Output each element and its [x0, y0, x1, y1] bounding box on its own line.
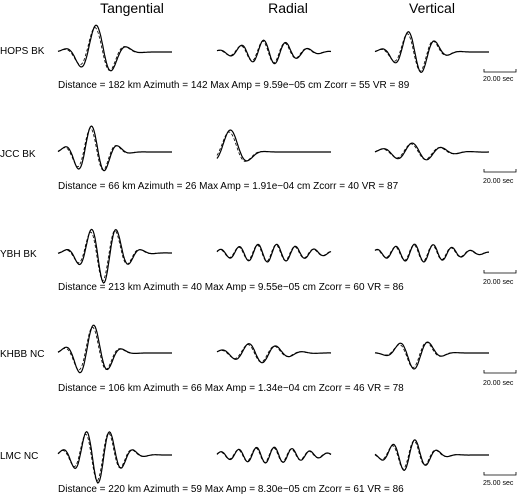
observed-trace-radial-row1 — [217, 40, 331, 63]
info-line-lmc: Distance = 220 km Azimuth = 59 Max Amp = 8.30e−05 cm Zcorr = 61 VR = 86 — [58, 484, 404, 495]
column-title-tangential: Tangential — [100, 0, 164, 16]
observed-trace-radial-row2 — [217, 130, 331, 161]
synthetic-trace-tangential-row5 — [58, 433, 172, 481]
scale-label-hops: 20.00 sec — [483, 76, 514, 83]
station-label-ybh: YBH BK — [0, 249, 37, 260]
synthetic-trace-tangential-row2 — [58, 128, 172, 170]
info-line-hops: Distance = 182 km Azimuth = 142 Max Amp = 9.59e−05 cm Zcorr = 55 VR = 89 — [58, 80, 410, 91]
scale-bar-row4 — [484, 370, 516, 373]
column-title-radial: Radial — [268, 0, 308, 16]
station-label-lmc: LMC NC — [0, 451, 39, 462]
scale-bar-row3 — [484, 270, 516, 273]
scale-label-jcc: 20.00 sec — [483, 178, 514, 185]
observed-trace-tangential-row4 — [58, 325, 172, 373]
station-label-hops: HOPS BK — [0, 46, 45, 57]
synthetic-trace-vertical-row3 — [375, 245, 489, 261]
observed-trace-vertical-row3 — [375, 244, 489, 262]
observed-trace-tangential-row5 — [58, 432, 172, 483]
observed-trace-radial-row4 — [217, 344, 331, 363]
scale-bar-row5 — [484, 472, 516, 475]
info-line-jcc: Distance = 66 km Azimuth = 26 Max Amp = 1.91e−04 cm Zcorr = 40 VR = 87 — [58, 181, 399, 192]
observed-trace-vertical-row5 — [375, 440, 489, 471]
synthetic-trace-radial-row2 — [217, 132, 331, 161]
column-title-vertical: Vertical — [409, 0, 455, 16]
scale-bar-row1 — [484, 69, 516, 72]
scale-bar-row2 — [484, 169, 516, 172]
station-label-khbb: KHBB NC — [0, 349, 45, 360]
observed-trace-tangential-row3 — [58, 229, 172, 283]
info-line-ybh: Distance = 213 km Azimuth = 40 Max Amp = 9.55e−05 cm Zcorr = 60 VR = 86 — [58, 282, 404, 293]
scale-label-khbb: 20.00 sec — [483, 380, 514, 387]
synthetic-trace-radial-row3 — [217, 245, 331, 261]
synthetic-trace-vertical-row2 — [375, 144, 489, 160]
scale-label-ybh: 20.00 sec — [483, 279, 514, 286]
info-line-khbb: Distance = 106 km Azimuth = 66 Max Amp = 1.34e−04 cm Zcorr = 46 VR = 78 — [58, 383, 404, 394]
scale-label-lmc: 25.00 sec — [483, 480, 514, 487]
synthetic-trace-tangential-row3 — [58, 231, 172, 281]
observed-trace-tangential-row1 — [58, 25, 172, 71]
station-label-jcc: JCC BK — [0, 149, 36, 160]
observed-trace-vertical-row4 — [375, 342, 489, 369]
